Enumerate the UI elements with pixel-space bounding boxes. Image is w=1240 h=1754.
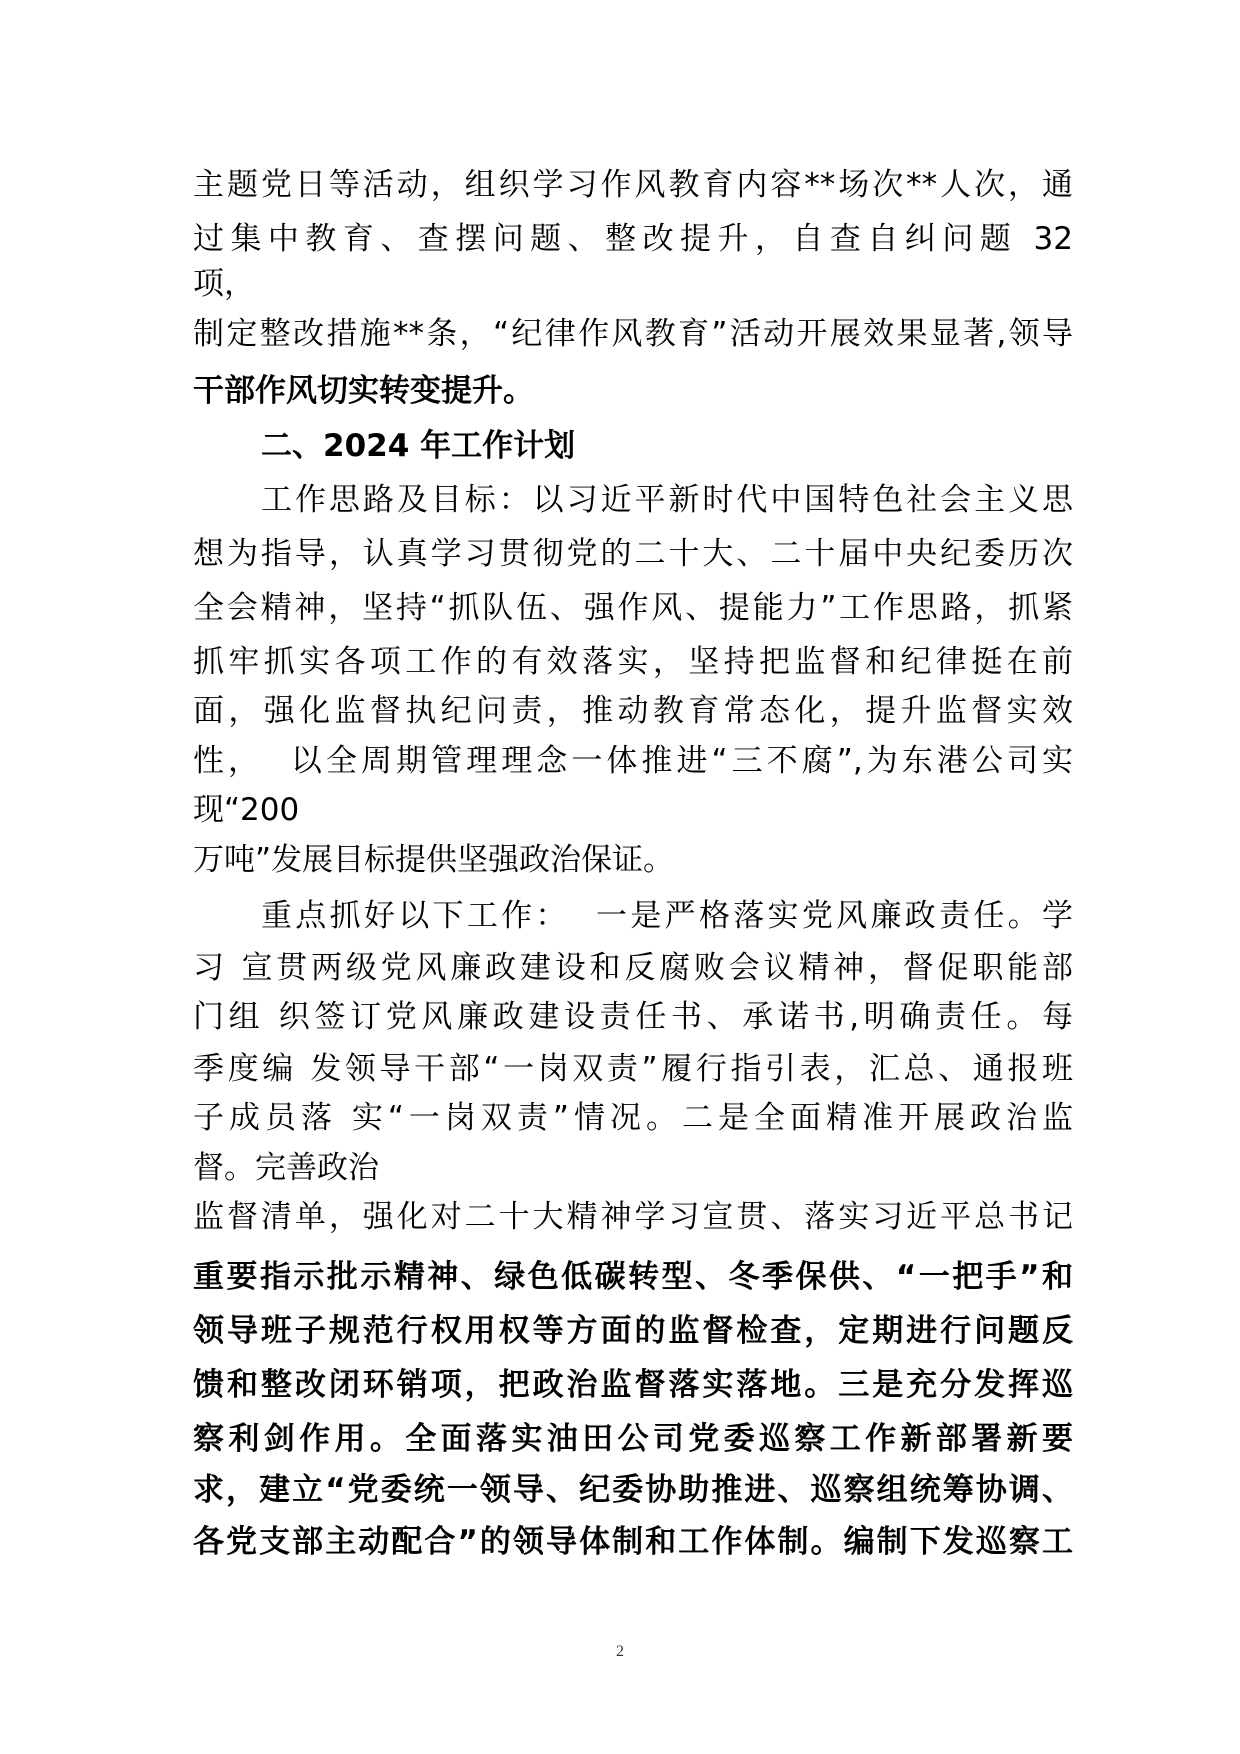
text-line: 主题党日等活动，组织学习作风教育内容**场次**人次，通 <box>193 167 1073 203</box>
text-line-bold: 馈和整改闭环销项，把政治监督落实落地。三是充分发挥巡 <box>193 1367 1073 1403</box>
text-line: 全会精神，坚持“抓队伍、强作风、提能力”工作思路，抓紧 <box>193 590 1073 626</box>
text-line: 项， <box>193 266 255 302</box>
page-number: 2 <box>616 1643 624 1660</box>
text-line-bold: 求，建立“党委统一领导、纪委协助推进、巡察组统筹协调、 <box>193 1472 1073 1508</box>
text-line: 督。完善政治 <box>193 1150 379 1186</box>
text-line: 万吨”发展目标提供坚强政治保证。 <box>193 842 675 878</box>
text-line: 性， 以全周期管理理念一体推进“三不腐”,为东港公司实 <box>193 743 1073 779</box>
text-line: 习 宣贯两级党风廉政建设和反腐败会议精神，督促职能部 <box>193 950 1073 986</box>
text-line: 现“200 <box>193 792 300 828</box>
text-line: 重点抓好以下工作： 一是严格落实党风廉政责任。学 <box>261 898 1073 934</box>
text-line: 制定整改措施**条，“纪律作风教育”活动开展效果显著,领导 <box>193 316 1073 352</box>
text-line: 门组 织签订党风廉政建设责任书、承诺书,明确责任。每 <box>193 999 1073 1035</box>
text-line: 抓牢抓实各项工作的有效落实，坚持把监督和纪律挺在前 <box>193 644 1073 680</box>
text-line: 工作思路及目标：以习近平新时代中国特色社会主义思 <box>261 482 1073 518</box>
text-line-bold: 各党支部主动配合”的领导体制和工作体制。编制下发巡察工 <box>193 1524 1073 1560</box>
text-line-bold: 察利剑作用。全面落实油田公司党委巡察工作新部署新要 <box>193 1421 1073 1457</box>
text-line: 子成员落 实“一岗双责”情况。二是全面精准开展政治监 <box>193 1100 1073 1136</box>
text-line-bold: 干部作风切实转变提升。 <box>193 373 534 409</box>
text-line: 监督清单，强化对二十大精神学习宣贯、落实习近平总书记 <box>193 1199 1073 1235</box>
text-line: 想为指导，认真学习贯彻党的二十大、二十届中央纪委历次 <box>193 536 1073 572</box>
text-line-bold: 领导班子规范行权用权等方面的监督检查，定期进行问题反 <box>193 1313 1073 1349</box>
text-line-bold: 重要指示批示精神、绿色低碳转型、冬季保供、“一把手”和 <box>193 1259 1073 1295</box>
section-heading: 二、2024 年工作计划 <box>261 428 576 464</box>
text-line: 过集中教育、查摆问题、整改提升，自查自纠问题 32 <box>193 221 1073 257</box>
text-line: 面，强化监督执纪问责，推动教育常态化，提升监督实效 <box>193 693 1073 729</box>
text-line: 季度编 发领导干部“一岗双责”履行指引表，汇总、通报班 <box>193 1051 1073 1087</box>
